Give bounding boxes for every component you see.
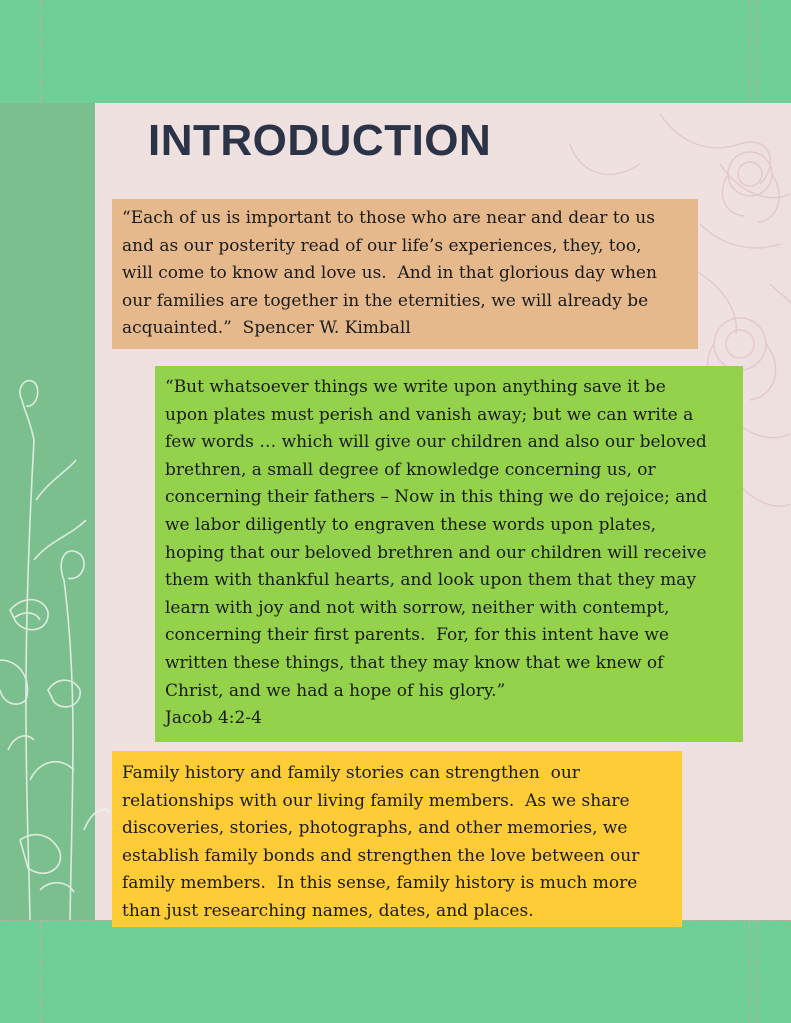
left-green-strip (0, 103, 95, 920)
kimball-quote-box (112, 199, 698, 349)
kimball-quote-text: “Each of us is important to those who are near and dear to us and as our posterity read of our life’s experiences, they, too, will come to know and love us. And in that glorious day when our families are together in the eternities, we will already be acquainted.” Spencer W. Kimball (122, 208, 657, 339)
right-page-margin (749, 103, 791, 920)
jacob-quote-citation: Jacob 4:2-4 (165, 708, 262, 729)
page-title: INTRODUCTION (148, 116, 492, 165)
family-history-paragraph-text: Family history and family stories can strengthen our relationships with our living family members. As we share discoveries, stories, photographs, and other memories, we establish family bonds and strengthen the love between our family members. In this sense, family history is much more than just researching names, dates, and places. (122, 763, 640, 921)
family-history-paragraph-box (112, 751, 682, 927)
jacob-quote-box (155, 366, 743, 742)
jacob-quote-text: “But whatsoever things we write upon anything save it be upon plates must perish and vanish away; but we can write a few words … which will give our children and also our beloved brethren, a small degree of knowledge concerning us, or concerning their fathers – Now in this thing we do rejoice; and we labor diligently to engraven these words upon plates, hoping that our beloved brethren and our children will receive them with thankful hearts, and look upon them that they may learn with joy and not with sorrow, neither with contempt, concerning their first parents. For, for this intent have we written these things, that they may know that we knew of Christ, and we had a hope of his glory.” (165, 377, 708, 701)
